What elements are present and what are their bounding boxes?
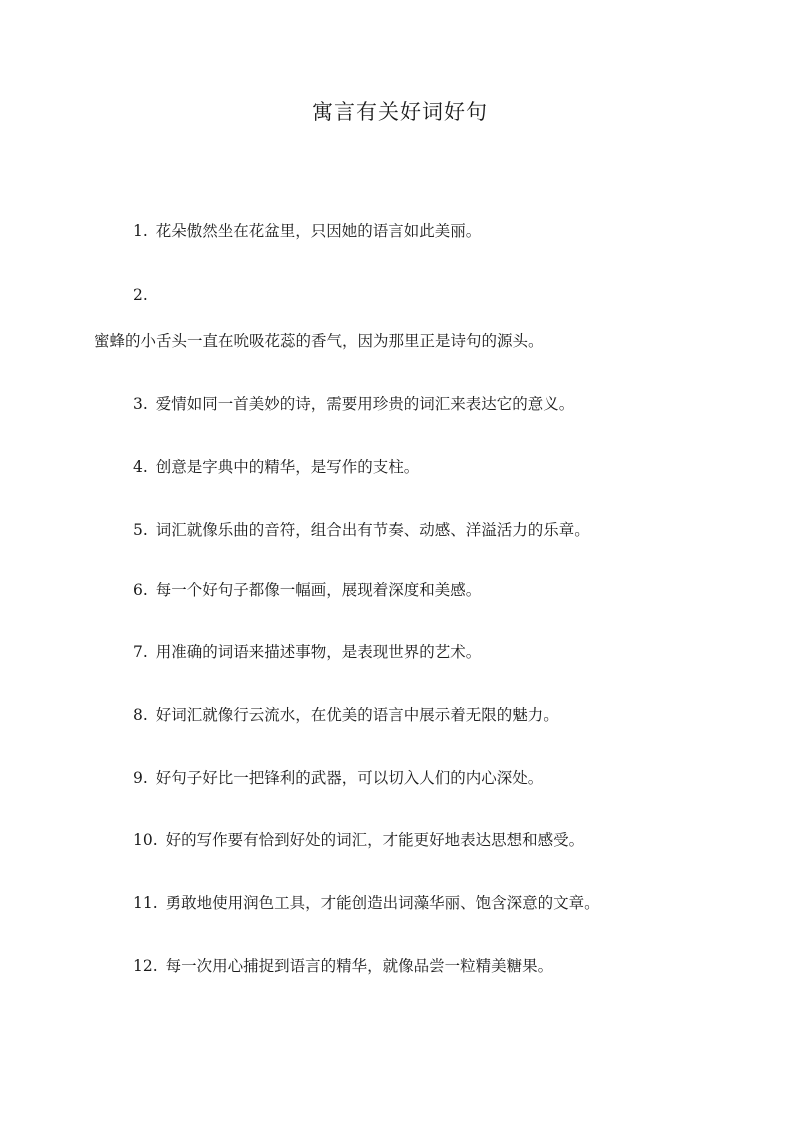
item-number: 11. bbox=[133, 894, 158, 912]
item-text: 好词汇就像行云流水，在优美的语言中展示着无限的魅力。 bbox=[155, 706, 559, 724]
item-text: 花朵傲然坐在花盆里，只因她的语言如此美丽。 bbox=[155, 222, 482, 240]
item-text: 好的写作要有恰到好处的词汇，才能更好地表达思想和感受。 bbox=[165, 831, 585, 849]
item-number: 3. bbox=[133, 395, 148, 413]
item-number: 4. bbox=[133, 458, 148, 476]
item-number: 9. bbox=[133, 769, 148, 787]
item-text: 爱情如同一首美妙的诗，需要用珍贵的词汇来表达它的意义。 bbox=[155, 395, 575, 413]
list-item bbox=[133, 219, 481, 243]
list-item bbox=[133, 828, 584, 852]
list-item bbox=[133, 766, 543, 790]
item-text: 每一个好句子都像一幅画，展现着深度和美感。 bbox=[155, 581, 482, 599]
list-item bbox=[133, 518, 590, 542]
list-item bbox=[133, 392, 574, 416]
list-item bbox=[133, 703, 559, 727]
item-text: 勇敢地使用润色工具，才能创造出词藻华丽、饱含深意的文章。 bbox=[165, 894, 600, 912]
list-item bbox=[133, 891, 600, 915]
item-number: 12. bbox=[133, 957, 158, 975]
item-number: 10. bbox=[133, 831, 158, 849]
item-number: 6. bbox=[133, 581, 148, 599]
item-number: 5. bbox=[133, 521, 148, 539]
page-title: 寓言有关好词好句 bbox=[312, 100, 488, 124]
item-number: 8. bbox=[133, 706, 148, 724]
list-item bbox=[133, 578, 481, 602]
item-number: 2. bbox=[133, 286, 148, 304]
item-text: 每一次用心捕捉到语言的精华，就像品尝一粒精美糖果。 bbox=[165, 957, 554, 975]
item-text: 好句子好比一把锋利的武器，可以切入人们的内心深处。 bbox=[155, 769, 544, 787]
item-number: 7. bbox=[133, 643, 148, 661]
item-number: 1. bbox=[133, 222, 148, 240]
item-text: 蜜蜂的小舌头一直在吮吸花蕊的香气，因为那里正是诗句的源头。 bbox=[94, 332, 544, 350]
item-text: 词汇就像乐曲的音符，组合出有节奏、动感、洋溢活力的乐章。 bbox=[155, 521, 590, 539]
list-item bbox=[133, 640, 481, 664]
list-item bbox=[133, 283, 156, 307]
list-item bbox=[133, 954, 553, 978]
list-item bbox=[133, 455, 419, 479]
item-text: 创意是字典中的精华，是写作的支柱。 bbox=[155, 458, 420, 476]
item-text: 用准确的词语来描述事物，是表现世界的艺术。 bbox=[155, 643, 482, 661]
